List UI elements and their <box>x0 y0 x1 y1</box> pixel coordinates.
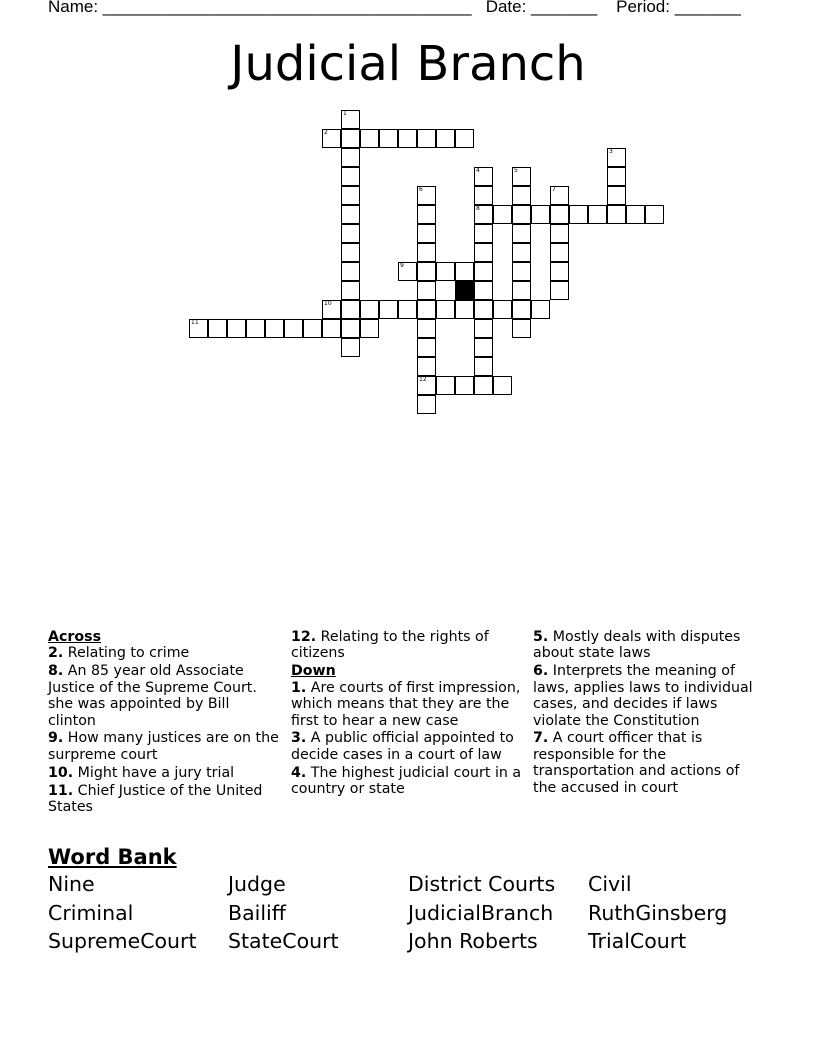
crossword-cell[interactable] <box>588 205 607 224</box>
word-bank-item: RuthGinsberg <box>588 900 728 925</box>
crossword-cell[interactable] <box>474 300 493 319</box>
crossword-cell[interactable] <box>474 205 493 224</box>
crossword-clue-number: 1 <box>343 110 347 117</box>
clues-column-2 <box>291 629 523 799</box>
crossword-cell[interactable] <box>360 300 379 319</box>
crossword-cell[interactable] <box>550 243 569 262</box>
crossword-cell[interactable] <box>417 281 436 300</box>
crossword-cell[interactable] <box>607 205 626 224</box>
word-bank-item: Judge <box>228 872 286 896</box>
crossword-cell[interactable] <box>550 281 569 300</box>
crossword-clue-number: 5 <box>514 167 518 174</box>
page-title: Judicial Branch <box>230 36 586 92</box>
crossword-cell[interactable] <box>512 300 531 319</box>
crossword-cell[interactable] <box>474 243 493 262</box>
across-clue-11: 11. Chief Justice of the United States <box>48 782 263 816</box>
crossword-cell[interactable] <box>341 205 360 224</box>
crossword-cell[interactable] <box>436 376 455 395</box>
crossword-cell[interactable] <box>341 186 360 205</box>
crossword-cell[interactable] <box>379 300 398 319</box>
crossword-clue-number: 6 <box>419 186 423 193</box>
crossword-cell[interactable] <box>265 319 284 338</box>
word-bank-item: Civil <box>588 872 632 896</box>
crossword-cell[interactable] <box>531 300 550 319</box>
word-bank-item: TrialCourt <box>588 929 687 953</box>
crossword-cell[interactable] <box>417 357 436 376</box>
clues-column-1 <box>48 629 280 817</box>
crossword-cell[interactable] <box>569 205 588 224</box>
crossword-cell[interactable] <box>607 186 626 205</box>
crossword-cell[interactable] <box>512 243 531 262</box>
crossword-cell[interactable] <box>512 205 531 224</box>
crossword-cell[interactable] <box>303 319 322 338</box>
crossword-cell[interactable] <box>417 262 436 281</box>
crossword-cell[interactable] <box>436 262 455 281</box>
across-clue-12: 12. Relating to the rights of citizens <box>291 629 489 662</box>
crossword-cell[interactable] <box>322 129 341 148</box>
crossword-cell[interactable] <box>189 319 208 338</box>
crossword-cell[interactable] <box>417 186 436 205</box>
crossword-cell[interactable] <box>341 110 360 129</box>
crossword-clue-number: 4 <box>476 167 480 174</box>
crossword-cell[interactable] <box>417 205 436 224</box>
down-clue-3: 3. A public official appointed to decide cases in a court of law <box>291 730 514 763</box>
crossword-cell[interactable] <box>398 262 417 281</box>
crossword-cell[interactable] <box>417 300 436 319</box>
down-clue-6: 6. Interprets the meaning of laws, applies laws to individual cases, and decides if laws violate the Constitution <box>533 663 753 729</box>
crossword-cell[interactable] <box>341 148 360 167</box>
crossword-cell[interactable] <box>398 300 417 319</box>
crossword-cell[interactable] <box>417 224 436 243</box>
crossword-clue-number: 9 <box>400 262 404 269</box>
across-heading: Across <box>48 629 102 645</box>
crossword-cell[interactable] <box>341 338 360 357</box>
crossword-cell[interactable] <box>607 167 626 186</box>
crossword-cell[interactable] <box>474 376 493 395</box>
crossword-cell[interactable] <box>512 186 531 205</box>
crossword-cell[interactable] <box>284 319 303 338</box>
crossword-cell[interactable] <box>379 129 398 148</box>
crossword-cell[interactable] <box>417 243 436 262</box>
word-bank-item: District Courts <box>408 872 556 896</box>
crossword-cell[interactable] <box>512 281 531 300</box>
crossword-cell[interactable] <box>208 319 227 338</box>
crossword-clue-number: 10 <box>324 300 332 307</box>
crossword-cell[interactable] <box>341 243 360 262</box>
crossword-cell[interactable] <box>417 376 436 395</box>
crossword-cell[interactable] <box>474 338 493 357</box>
across-clue-10: 10. Might have a jury trial <box>48 764 235 781</box>
down-clue-4: 4. The highest judicial court in a country or state <box>291 764 522 798</box>
word-bank-item: StateCourt <box>228 929 339 953</box>
crossword-cell[interactable] <box>512 167 531 186</box>
crossword-cell[interactable] <box>493 205 512 224</box>
crossword-cell[interactable] <box>550 224 569 243</box>
crossword-cell[interactable] <box>550 186 569 205</box>
word-bank <box>48 872 768 954</box>
crossword-cell[interactable] <box>474 281 493 300</box>
word-bank-item: Nine <box>48 872 95 896</box>
word-bank-item: JudicialBranch <box>408 900 554 925</box>
crossword-cell[interactable] <box>607 148 626 167</box>
crossword-cell[interactable] <box>512 262 531 281</box>
word-bank-item: John Roberts <box>408 929 538 953</box>
crossword-cell[interactable] <box>455 300 474 319</box>
crossword-cell[interactable] <box>455 376 474 395</box>
crossword-cell[interactable] <box>341 319 360 338</box>
down-heading: Down <box>291 663 336 680</box>
crossword-cell[interactable] <box>417 338 436 357</box>
crossword-cell[interactable] <box>341 224 360 243</box>
word-bank-title: Word Bank <box>48 845 177 869</box>
crossword-cell[interactable] <box>227 319 246 338</box>
crossword-cell[interactable] <box>550 205 569 224</box>
crossword-clue-number: 11 <box>191 319 199 326</box>
crossword-cell[interactable] <box>626 205 645 224</box>
crossword-cell[interactable] <box>474 186 493 205</box>
down-clue-7: 7. A court officer that is responsible for the transportation and actions of the accused in court <box>533 730 740 796</box>
crossword-clue-number: 2 <box>324 129 328 136</box>
crossword-clue-number: 12 <box>419 376 427 383</box>
clues-column-3 <box>533 629 765 798</box>
crossword-cell[interactable] <box>398 129 417 148</box>
crossword-cell[interactable] <box>322 300 341 319</box>
crossword-cell[interactable] <box>436 129 455 148</box>
crossword-cell[interactable] <box>360 129 379 148</box>
crossword-cell[interactable] <box>417 319 436 338</box>
header-line: Name: _______________________________________ Date: _______ Period: _______ <box>48 0 741 16</box>
crossword-cell[interactable] <box>417 395 436 414</box>
crossword-cell[interactable] <box>474 224 493 243</box>
crossword-cell[interactable] <box>474 262 493 281</box>
crossword-cell[interactable] <box>493 376 512 395</box>
crossword-cell[interactable] <box>645 205 664 224</box>
crossword-cell[interactable] <box>341 167 360 186</box>
crossword-cell[interactable] <box>360 319 379 338</box>
crossword-cell[interactable] <box>322 319 341 338</box>
crossword-cell[interactable] <box>474 319 493 338</box>
crossword-cell[interactable] <box>341 262 360 281</box>
word-bank-item: Criminal <box>48 900 134 925</box>
across-clue-9: 9. How many justices are on the surpreme court <box>48 730 279 763</box>
crossword-cell[interactable] <box>455 262 474 281</box>
crossword-clue-number: 3 <box>609 148 613 155</box>
crossword-cell[interactable] <box>341 300 360 319</box>
crossword-clue-number: 7 <box>552 186 556 193</box>
crossword-cell[interactable] <box>341 281 360 300</box>
crossword-cell[interactable] <box>512 224 531 243</box>
down-clue-5: 5. Mostly deals with disputes about state laws <box>533 629 741 662</box>
across-clue-2: 2. Relating to crime <box>48 645 190 662</box>
crossword-clue-number: 8 <box>476 205 480 212</box>
crossword-cell[interactable] <box>474 357 493 376</box>
word-bank-item: Bailiff <box>228 900 286 925</box>
crossword-cell[interactable] <box>436 300 455 319</box>
crossword-cell[interactable] <box>493 300 512 319</box>
crossword-cell[interactable] <box>531 205 550 224</box>
across-clue-8: 8. An 85 year old Associate Justice of the Supreme Court. she was appointed by Bill clinton <box>48 663 257 729</box>
crossword-cell[interactable] <box>455 129 474 148</box>
crossword-cell[interactable] <box>550 262 569 281</box>
crossword-cell[interactable] <box>417 129 436 148</box>
down-clue-1: 1. Are courts of first impression, which means that they are the first to hear a new case <box>291 679 521 729</box>
crossword-cell[interactable] <box>474 167 493 186</box>
crossword-cell[interactable] <box>341 129 360 148</box>
crossword-cell[interactable] <box>246 319 265 338</box>
word-bank-item: SupremeCourt <box>48 929 197 953</box>
crossword-black-cell <box>455 281 474 300</box>
crossword-cell[interactable] <box>512 319 531 338</box>
